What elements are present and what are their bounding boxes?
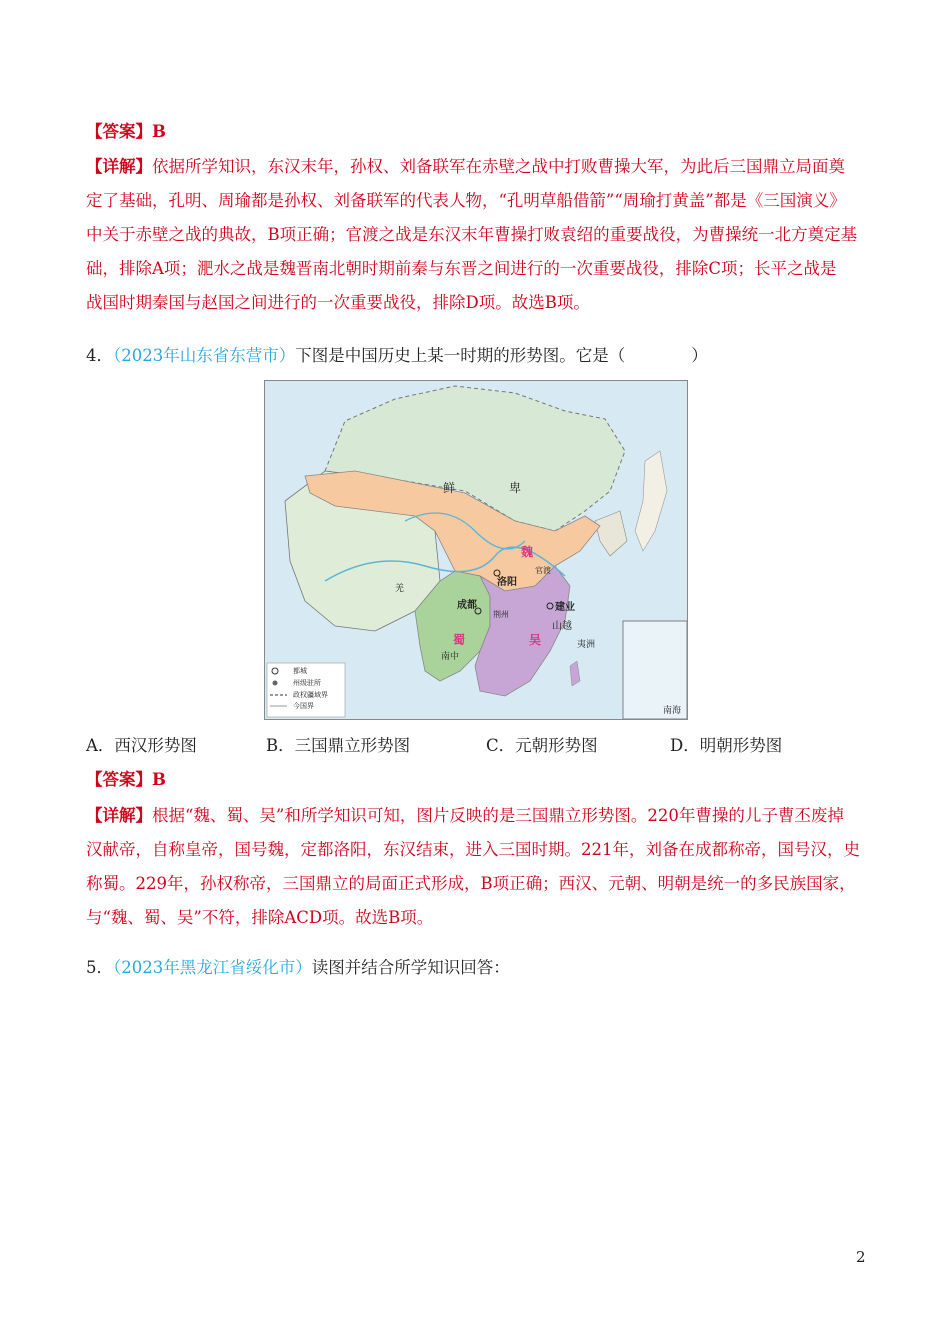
map-label-jianye: 建业 bbox=[555, 602, 575, 613]
map-label-wei: 魏 bbox=[521, 545, 534, 559]
page-number: 2 bbox=[856, 1248, 866, 1266]
q4-detail-line-1: 汉献帝，自称皇帝，国号魏，定都洛阳，东汉结束，进入三国时期。221年，刘备在成都称帝，国号汉，史 bbox=[86, 840, 860, 859]
q3-detail-line-2: 中关于赤壁之战的典故，B项正确；官渡之战是东汉末年曹操打败袁绍的重要战役，为曹操统一北方奠定基 bbox=[86, 225, 858, 244]
q5-stem: 读图并结合所学知识回答： bbox=[311, 958, 510, 977]
three-kingdoms-map bbox=[264, 380, 688, 720]
map-label-qiang: 羌 bbox=[395, 584, 405, 594]
map-label-jingzhou: 荆州 bbox=[493, 610, 509, 619]
q4-detail-line-0: 根据“魏、蜀、吴”和所学知识可知，图片反映的是三国鼎立形势图。220年曹操的儿子曹丕废掉 bbox=[152, 806, 844, 825]
map-label-yizhou: 夷洲 bbox=[577, 640, 596, 650]
q4-detail-line-3: 与“魏、蜀、吴”不符，排除ACD项。故选B项。 bbox=[86, 908, 434, 927]
q4-stem: 下图是中国历史上某一时期的形势图。它是（ ） bbox=[295, 346, 708, 365]
q4-detail bbox=[86, 799, 866, 935]
map-label-bei: 卑 bbox=[509, 481, 522, 495]
map-graphic bbox=[265, 381, 687, 719]
q5-stem-line bbox=[86, 958, 510, 978]
prefecture-symbol bbox=[273, 681, 278, 686]
map-label-luoyang: 洛阳 bbox=[497, 577, 517, 588]
legend-capital: 都城 bbox=[293, 667, 307, 675]
q4-detail-line-2: 称蜀。229年，孙权称帝，三国鼎立的局面正式形成，B项正确；西汉、元朝、明朝是统一的多民族国家， bbox=[86, 874, 856, 893]
q3-answer: 【答案】B bbox=[86, 122, 166, 141]
q4-source: （2023年山东省东营市） bbox=[113, 346, 296, 365]
q4-detail-label: 【详解】 bbox=[86, 806, 152, 825]
map-label-shanyue: 山越 bbox=[552, 621, 572, 632]
q5-source: （2023年黑龙江省绥化市） bbox=[113, 958, 312, 977]
q4-option-a[interactable]: A．西汉形势图 bbox=[86, 736, 197, 755]
legend-modern-boundary: 今国界 bbox=[293, 702, 314, 710]
q5-number: 5． bbox=[86, 958, 113, 977]
q3-detail-line-1: 定了基础，孔明、周瑜都是孙权、刘备联军的代表人物，“孔明草船借箭”“周瑜打黄盖”都是《三国演义》 bbox=[86, 191, 846, 210]
q4-option-b[interactable]: B．三国鼎立形势图 bbox=[266, 736, 411, 755]
q3-detail bbox=[86, 150, 866, 320]
map-label-xian: 鲜 bbox=[443, 481, 456, 495]
q3-detail-line-3: 础，排除A项；淝水之战是魏晋南北朝时期前秦与东晋之间进行的一次重要战役，排除C项；长平之战是 bbox=[86, 259, 837, 278]
map-label-wu: 吴 bbox=[529, 633, 542, 647]
legend-regime-boundary: 政权疆域界 bbox=[293, 691, 328, 699]
legend-prefecture: 州级驻所 bbox=[293, 679, 321, 687]
map-label-guandu: 官渡 bbox=[535, 566, 551, 575]
q4-answer: 【答案】B bbox=[86, 770, 166, 789]
q4-option-d[interactable]: D．明朝形势图 bbox=[670, 736, 783, 755]
q3-detail-label: 【详解】 bbox=[86, 157, 152, 176]
q3-detail-line-0: 依据所学知识，东汉末年，孙权、刘备联军在赤壁之战中打败曹操大军，为此后三国鼎立局面奠 bbox=[152, 157, 845, 176]
q4-stem-line bbox=[86, 346, 708, 366]
q3-detail-line-4: 战国时期秦国与赵国之间进行的一次重要战役，排除D项。故选B项。 bbox=[86, 293, 590, 312]
q4-option-c[interactable]: C．元朝形势图 bbox=[486, 736, 598, 755]
map-label-shu: 蜀 bbox=[453, 633, 466, 647]
map-label-chengdu: 成都 bbox=[457, 600, 477, 611]
map-label-nanzhong: 南中 bbox=[441, 652, 460, 662]
q4-number: 4． bbox=[86, 346, 113, 365]
map-label-nanhai: 南海 bbox=[663, 706, 682, 716]
